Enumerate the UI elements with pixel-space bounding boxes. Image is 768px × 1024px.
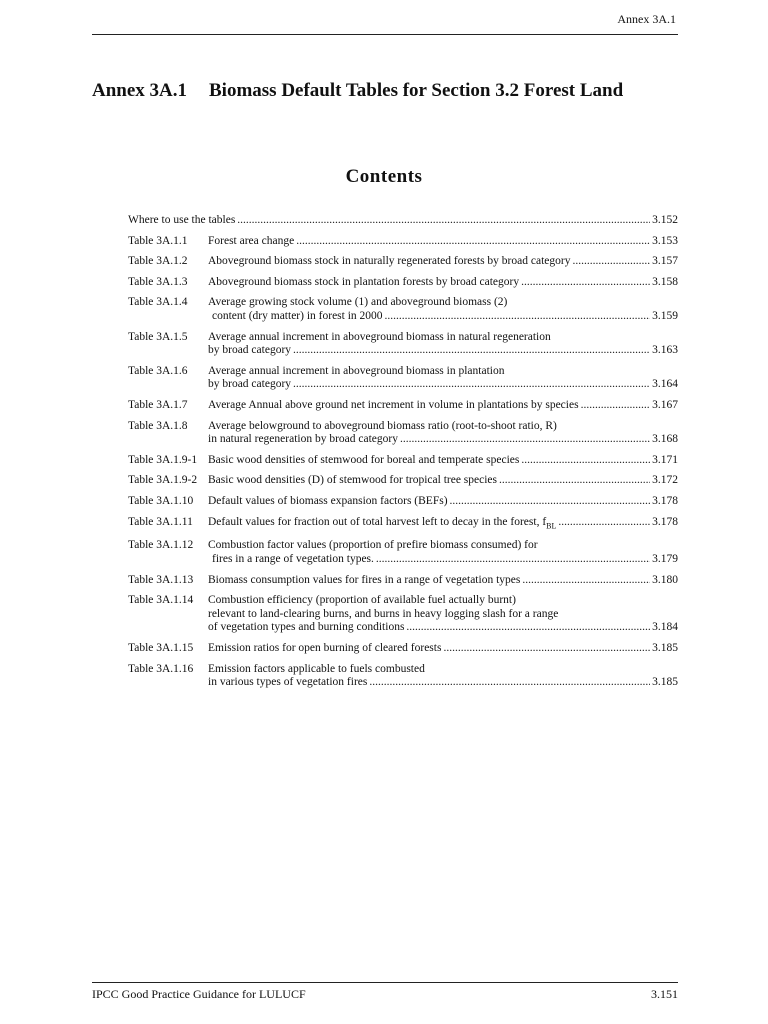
toc-page-number: 3.179 xyxy=(652,552,678,565)
subscript: BL xyxy=(546,520,557,530)
toc-entry-text: Combustion factor values (proportion of prefire biomass consumed) for xyxy=(208,539,538,552)
toc-entry-3a-1-5[interactable] xyxy=(128,331,678,358)
toc-page-number: 3.185 xyxy=(652,676,678,689)
toc-page-number: 3.167 xyxy=(652,398,678,411)
dot-leader xyxy=(376,553,650,567)
toc-entry-text-cont: by broad category xyxy=(208,344,292,357)
toc-page-number: 3.152 xyxy=(652,214,678,226)
dot-leader xyxy=(521,454,650,468)
toc-entry-text: Aboveground biomass stock in plantation forests by broad category xyxy=(208,275,520,288)
toc-entry-3a-1-13[interactable] xyxy=(128,574,678,588)
toc-entry-text-cont: of vegetation types and burning conditions xyxy=(208,621,405,634)
toc-entry-text: Forest area change xyxy=(208,234,295,247)
dot-leader xyxy=(400,433,650,447)
toc-table-label: Table 3A.1.5 xyxy=(128,330,188,343)
toc-page-number: 3.159 xyxy=(652,309,678,322)
toc-table-label: Table 3A.1.9-2 xyxy=(128,474,198,487)
toc-entry-text-cont: relevant to land-clearing burns, and burns in heavy logging slash for a range xyxy=(208,607,559,620)
dot-leader xyxy=(385,310,651,324)
toc-entry-3a-1-6[interactable] xyxy=(128,365,678,392)
toc-page-number: 3.178 xyxy=(652,515,678,528)
toc-entry-text: Biomass consumption values for fires in a range of vegetation types xyxy=(208,573,521,586)
dot-leader xyxy=(237,214,650,228)
running-header: Annex 3A.1 xyxy=(617,12,676,26)
toc-table-label: Table 3A.1.12 xyxy=(128,539,194,552)
toc-page-number: 3.153 xyxy=(652,234,678,247)
toc-entry-3a-1-9-1[interactable] xyxy=(128,454,678,468)
toc-table-label: Table 3A.1.13 xyxy=(128,573,194,586)
toc-page-number: 3.158 xyxy=(652,275,678,288)
toc-table-label: Table 3A.1.6 xyxy=(128,364,188,377)
toc-page-number: 3.157 xyxy=(652,255,678,268)
table-of-contents xyxy=(128,214,678,697)
dot-leader xyxy=(296,235,650,249)
toc-entry-text: Average growing stock volume (1) and aboveground biomass (2) xyxy=(208,296,508,309)
toc-entry-text: Average annual increment in aboveground biomass in plantation xyxy=(208,364,505,377)
toc-entry-3a-1-10[interactable] xyxy=(128,495,678,509)
toc-entry-text: Emission ratios for open burning of cleared forests xyxy=(208,641,442,654)
toc-entry-3a-1-1[interactable] xyxy=(128,235,678,249)
toc-entry-text-cont: in natural regeneration by broad category xyxy=(208,433,398,446)
dot-leader xyxy=(572,255,650,269)
annex-number: Annex 3A.1 xyxy=(92,80,188,101)
toc-page-number: 3.164 xyxy=(652,378,678,391)
toc-entry-3a-1-2[interactable] xyxy=(128,255,678,269)
toc-entry-text: Aboveground biomass stock in naturally regenerated forests by broad category xyxy=(208,255,571,268)
dot-leader xyxy=(499,474,650,488)
toc-entry-text: Average annual increment in aboveground biomass in natural regeneration xyxy=(208,330,551,343)
dot-leader xyxy=(293,344,650,358)
toc-entry-3a-1-14[interactable] xyxy=(128,594,678,635)
toc-table-label: Table 3A.1.3 xyxy=(128,275,188,288)
toc-page-number: 3.180 xyxy=(652,573,678,586)
dot-leader xyxy=(293,378,650,392)
toc-table-label: Table 3A.1.1 xyxy=(128,234,188,247)
toc-entry-text: Default values of biomass expansion factors (BEFs) xyxy=(208,494,448,507)
toc-table-label: Table 3A.1.2 xyxy=(128,255,188,268)
toc-entry-text-cont: content (dry matter) in forest in 2000 xyxy=(212,309,383,322)
toc-entry-3a-1-9-2[interactable] xyxy=(128,474,678,488)
footer-rule xyxy=(92,982,678,983)
page-number: 3.151 xyxy=(651,987,678,1001)
toc-table-label: Table 3A.1.4 xyxy=(128,296,188,309)
dot-leader xyxy=(581,399,651,413)
dot-leader xyxy=(521,276,650,290)
toc-entry-intro[interactable] xyxy=(128,214,678,228)
toc-table-label: Table 3A.1.11 xyxy=(128,515,193,528)
toc-table-label: Table 3A.1.15 xyxy=(128,641,194,654)
dot-leader xyxy=(450,495,651,509)
annex-title xyxy=(92,80,623,102)
toc-entry-3a-1-8[interactable] xyxy=(128,420,678,447)
toc-entry-text: Where to use the tables xyxy=(128,214,236,226)
dot-leader xyxy=(443,642,650,656)
contents-heading: Contents xyxy=(345,166,423,187)
header-rule xyxy=(92,34,678,35)
toc-page-number: 3.172 xyxy=(652,474,678,487)
toc-table-label: Table 3A.1.9-1 xyxy=(128,453,198,466)
dot-leader xyxy=(522,574,650,588)
toc-table-label: Table 3A.1.16 xyxy=(128,662,194,675)
dot-leader xyxy=(406,621,650,635)
toc-entry-text: Basic wood densities of stemwood for boreal and temperate species xyxy=(208,453,520,466)
toc-entry-text: Average Annual above ground net increment in volume in plantations by species xyxy=(208,398,579,411)
dot-leader xyxy=(369,676,650,690)
toc-entry-3a-1-7[interactable] xyxy=(128,399,678,413)
toc-page-number: 3.185 xyxy=(652,641,678,654)
toc-entry-3a-1-4[interactable] xyxy=(128,296,678,323)
toc-entry-3a-1-16[interactable] xyxy=(128,663,678,690)
toc-table-label: Table 3A.1.8 xyxy=(128,419,188,432)
toc-entry-text: Default values for fraction out of total harvest left to decay in the forest, $f_{BL}$ xyxy=(208,515,557,530)
toc-entry-3a-1-15[interactable] xyxy=(128,642,678,656)
toc-page-number: 3.178 xyxy=(652,494,678,507)
toc-entry-text-cont: in various types of vegetation fires xyxy=(208,676,368,689)
footer-publication-title: IPCC Good Practice Guidance for LULUCF xyxy=(92,987,306,1001)
toc-entry-text: Emission factors applicable to fuels combusted xyxy=(208,662,425,675)
toc-entry-text-cont: by broad category xyxy=(208,378,292,391)
toc-table-label: Table 3A.1.10 xyxy=(128,494,194,507)
toc-table-label: Table 3A.1.7 xyxy=(128,398,188,411)
toc-entry-3a-1-3[interactable] xyxy=(128,276,678,290)
toc-entry-text: Average belowground to aboveground biomass ratio (root-to-shoot ratio, R) xyxy=(208,419,557,432)
annex-title-text: Biomass Default Tables for Section 3.2 Forest Land xyxy=(209,80,624,101)
toc-table-label: Table 3A.1.14 xyxy=(128,594,194,607)
toc-entry-text-cont: fires in a range of vegetation types. xyxy=(212,552,374,565)
toc-page-number: 3.163 xyxy=(652,344,678,357)
toc-entry-3a-1-11[interactable] xyxy=(128,516,678,533)
dot-leader xyxy=(558,516,650,530)
toc-entry-text: Combustion efficiency (proportion of available fuel actually burnt) xyxy=(208,594,516,607)
toc-page-number: 3.168 xyxy=(652,433,678,446)
toc-entry-3a-1-12[interactable] xyxy=(128,539,678,566)
toc-page-number: 3.171 xyxy=(652,453,678,466)
toc-page-number: 3.184 xyxy=(652,621,678,634)
toc-entry-text: Basic wood densities (D) of stemwood for tropical tree species xyxy=(208,474,498,487)
